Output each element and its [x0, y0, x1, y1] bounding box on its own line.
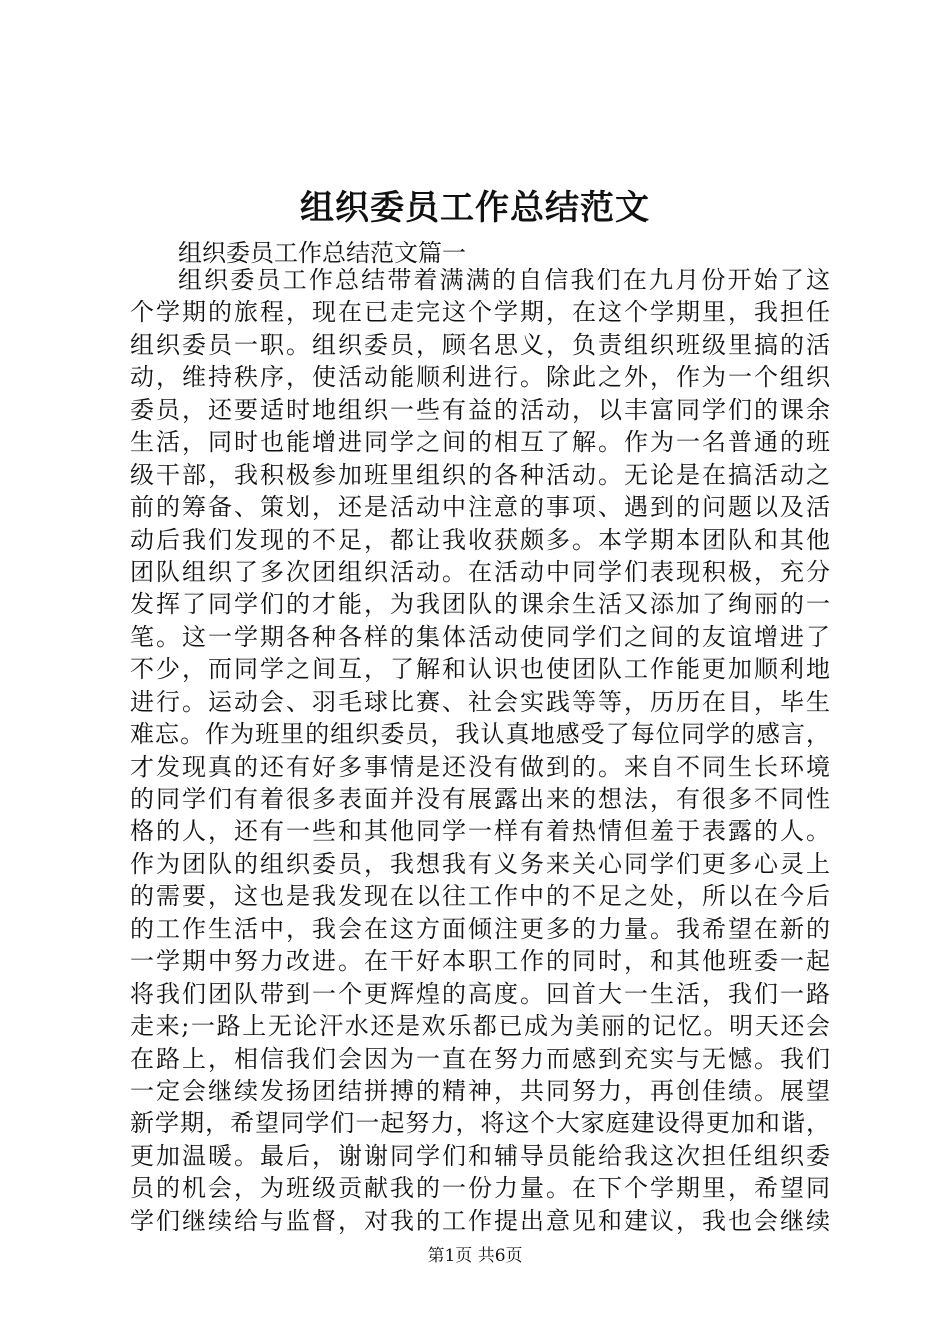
page-number-footer: 第1页 共6页 [427, 1246, 523, 1266]
text-line: 生活，同时也能增进同学之间的相互了解。作为一名普通的班 [130, 428, 830, 457]
text-line: 的需要，这也是我发现在以往工作中的不足之处，所以在今后 [130, 882, 830, 911]
text-line: 员的机会，为班级贡献我的一份力量。在下个学期里，希望同 [130, 1174, 830, 1203]
text-line: 学们继续给与监督，对我的工作提出意见和建议，我也会继续 [130, 1206, 830, 1235]
text-line: 难忘。作为班里的组织委员，我认真地感受了每位同学的感言， [130, 720, 830, 749]
text-line: 的工作生活中，我会在这方面倾注更多的力量。我希望在新的 [130, 914, 830, 943]
text-line: 一学期中努力改进。在干好本职工作的同时，和其他班委一起 [130, 947, 830, 976]
text-line: 级干部，我积极参加班里组织的各种活动。无论是在搞活动之 [130, 460, 830, 489]
text-line: 格的人，还有一些和其他同学一样有着热情但羞于表露的人。 [130, 817, 830, 846]
body-text [130, 264, 830, 1237]
text-line: 笔。这一学期各种各样的集体活动使同学们之间的友谊增进了 [130, 622, 830, 651]
text-line: 新学期，希望同学们一起努力，将这个大家庭建设得更加和谐， [130, 1109, 830, 1138]
text-line: 发挥了同学们的才能，为我团队的课余生活又添加了绚丽的一 [130, 590, 830, 619]
text-line: 动，维持秩序，使活动能顺利进行。除此之外，作为一个组织 [130, 363, 830, 392]
text-line: 一定会继续发扬团结拼搏的精神，共同努力，再创佳绩。展望 [130, 1076, 830, 1105]
document-title: 组织委员工作总结范文 [300, 188, 650, 228]
text-line: 将我们团队带到一个更辉煌的高度。回首大一生活，我们一路 [130, 979, 830, 1008]
text-line: 才发现真的还有好多事情是还没有做到的。来自不同生长环境 [130, 752, 830, 781]
text-line: 作为团队的组织委员，我想我有义务来关心同学们更多心灵上 [130, 849, 830, 878]
text-line: 走来;一路上无论汗水还是欢乐都已成为美丽的记忆。明天还会 [130, 1012, 830, 1041]
section-heading: 组织委员工作总结范文篇一 [178, 239, 466, 267]
text-line: 前的筹备、策划，还是活动中注意的事项、遇到的问题以及活 [130, 493, 830, 522]
text-line: 的同学们有着很多表面并没有展露出来的想法，有很多不同性 [130, 785, 830, 813]
text-line: 委员，还要适时地组织一些有益的活动，以丰富同学们的课余 [130, 395, 830, 424]
text-line: 进行。运动会、羽毛球比赛、社会实践等等，历历在目，毕生 [130, 687, 830, 716]
text-line: 不少，而同学之间互，了解和认识也使团队工作能更加顺利地 [130, 655, 830, 684]
text-line: 组织委员工作总结带着满满的自信我们在九月份开始了这 [178, 266, 830, 294]
text-line: 个学期的旅程，现在已走完这个学期，在这个学期里，我担任 [130, 298, 830, 327]
text-line: 组织委员一职。组织委员，顾名思义，负责组织班级里搞的活 [130, 330, 830, 359]
text-line: 团队组织了多次团组织活动。在活动中同学们表现积极，充分 [130, 557, 830, 586]
text-line: 在路上，相信我们会因为一直在努力而感到充实与无憾。我们 [130, 1044, 830, 1073]
text-line: 动后我们发现的不足，都让我收获颇多。本学期本团队和其他 [130, 525, 830, 554]
text-line: 更加温暖。最后，谢谢同学们和辅导员能给我这次担任组织委 [130, 1141, 830, 1170]
